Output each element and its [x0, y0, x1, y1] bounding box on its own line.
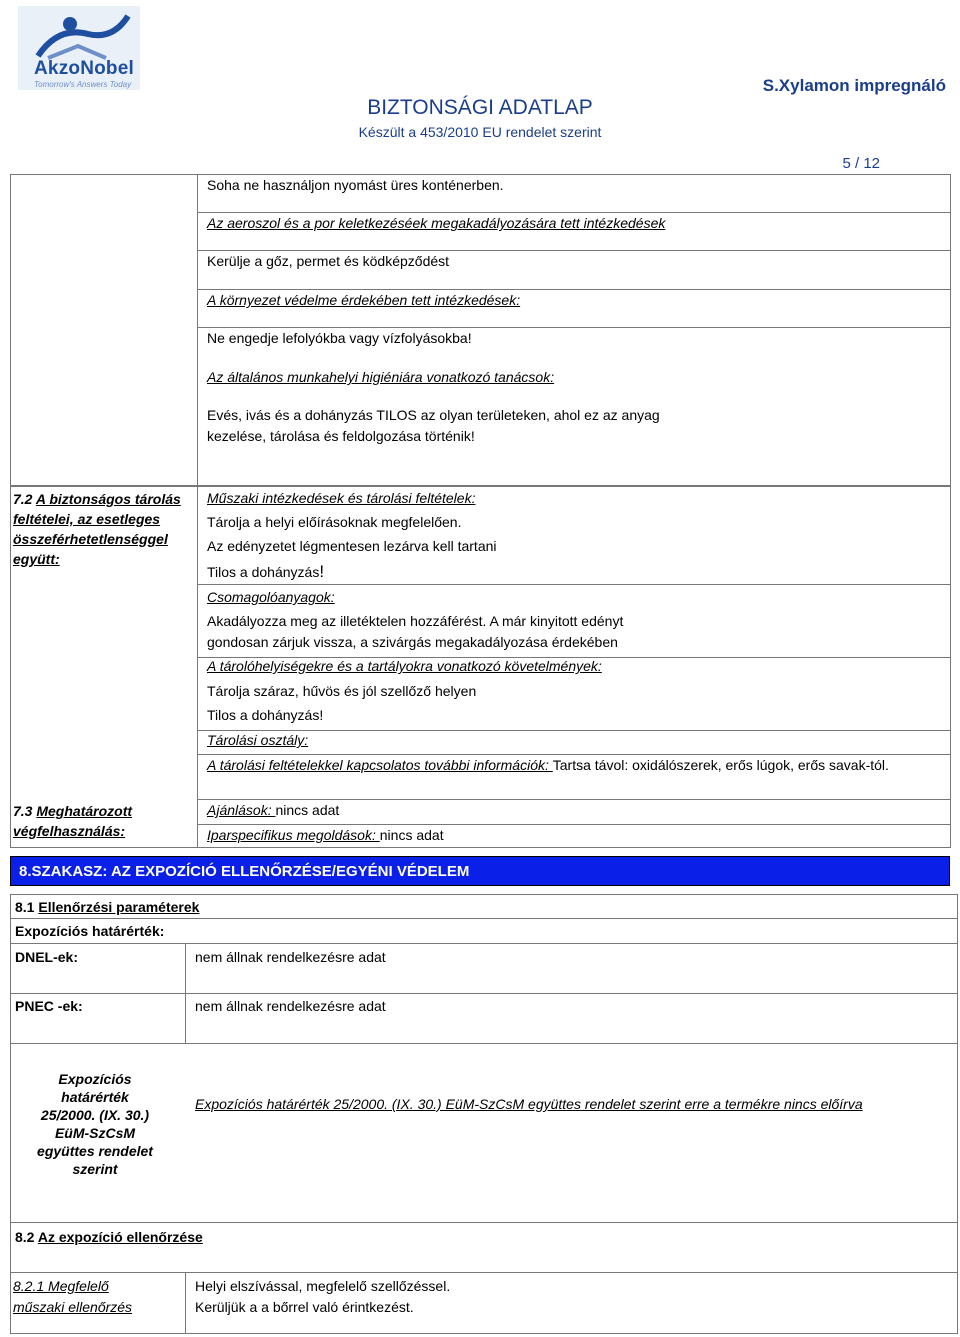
section-7-2-label: 7.2 A biztonságos tárolás feltételei, az esetleges összeférhetetlenséggel együtt:	[13, 491, 181, 567]
dnel-value: nem állnak rendelkezésre adat	[195, 949, 386, 965]
subheading: Tárolási osztály:	[207, 732, 309, 748]
text-line: Ajánlások: nincs adat	[207, 802, 340, 818]
text-line: gondosan zárjuk vissza, a szivárgás megakadályozása érdekében	[207, 634, 618, 650]
section-8-1-heading: 8.1 Ellenőrzési paraméterek	[15, 899, 200, 915]
exposure-limit-label: Expozíciós határérték:	[15, 923, 165, 939]
text-line: Az edényzetet légmentesen lezárva kell tartani	[207, 538, 497, 554]
text-line: Helyi elszívással, megfelelő szellőzéssel.	[195, 1278, 451, 1294]
section-8-2-heading: 8.2 Az expozíció ellenőrzése	[15, 1229, 203, 1245]
text-line: Ne engedje lefolyókba vagy vízfolyásokba!	[207, 330, 472, 346]
section-8-2-1-label: műszaki ellenőrzés	[13, 1299, 133, 1315]
text-line: kezelése, tárolása és feldolgozása történik!	[207, 428, 475, 444]
pnec-value: nem állnak rendelkezésre adat	[195, 998, 386, 1014]
logo-tagline: Tomorrow's Answers Today	[34, 80, 132, 89]
dnel-label: DNEL-ek:	[15, 949, 79, 965]
logo-text: AkzoNobel	[34, 58, 134, 79]
text-line: Tilos a dohányzás!	[207, 562, 325, 581]
subheading: Az aeroszol és a por keletkezéséek megakadályozására tett intézkedések	[207, 215, 666, 231]
text-line: Soha ne használjon nyomást üres konténerben.	[207, 177, 504, 193]
text-line: Tilos a dohányzás!	[207, 707, 324, 723]
section-8-header: 8.SZAKASZ: AZ EXPOZÍCIÓ ELLENŐRZÉSE/EGYÉNI VÉDELEM	[10, 856, 950, 886]
text-line: Kerüljük a a bőrrel való érintkezést.	[195, 1299, 414, 1315]
subheading: Műszaki intézkedések és tárolási feltételek:	[207, 490, 476, 506]
subheading: Az általános munkahelyi higiéniára vonatkozó tanácsok:	[207, 369, 555, 385]
subheading: A tárolóhelyiségekre és a tartályokra vonatkozó követelmények:	[207, 658, 602, 674]
page-number: 5 / 12	[842, 155, 880, 172]
pnec-label: PNEC -ek:	[15, 998, 83, 1014]
text-line: Tárolja a helyi előírásoknak megfelelően.	[207, 514, 462, 530]
eum-label: Expozíciós határérték 25/2000. (IX. 30.) EüM-SzCsM együttes rendelet szerint	[37, 1071, 153, 1177]
subheading: Csomagolóanyagok:	[207, 589, 335, 605]
text-line: Kerülje a gőz, permet és ködképződést	[207, 253, 450, 269]
document-subtitle: Készült a 453/2010 EU rendelet szerint	[358, 124, 602, 140]
text-line: Akadályozza meg az illetéktelen hozzáférést. A már kinyitott edényt	[207, 613, 624, 629]
text-line: Tárolja száraz, hűvös és jól szellőző helyen	[207, 683, 477, 699]
document-title: BIZTONSÁGI ADATLAP	[367, 96, 593, 119]
text-line: Evés, ivás és a dohányzás TILOS az olyan területeken, ahol ez az anyag	[207, 407, 660, 423]
product-name: S.Xylamon impregnáló	[762, 76, 946, 95]
text-line: Iparspecifikus megoldások: nincs adat	[207, 827, 444, 843]
section-8-2-1-label: 8.2.1 Megfelelő	[13, 1278, 109, 1294]
subheading: A környezet védelme érdekében tett intézkedések:	[207, 292, 521, 308]
section-7-3-label: 7.3 Meghatározott végfelhasználás:	[13, 803, 133, 839]
eum-value: Expozíciós határérték 25/2000. (IX. 30.) EüM-SzCsM együttes rendelet szerint erre a termékre nincs előírva	[195, 1096, 863, 1112]
text-line: A tárolási feltételekkel kapcsolatos további információk: Tartsa távol: oxidálószerek, erős lúgok, erős savak-tól.	[207, 757, 889, 773]
